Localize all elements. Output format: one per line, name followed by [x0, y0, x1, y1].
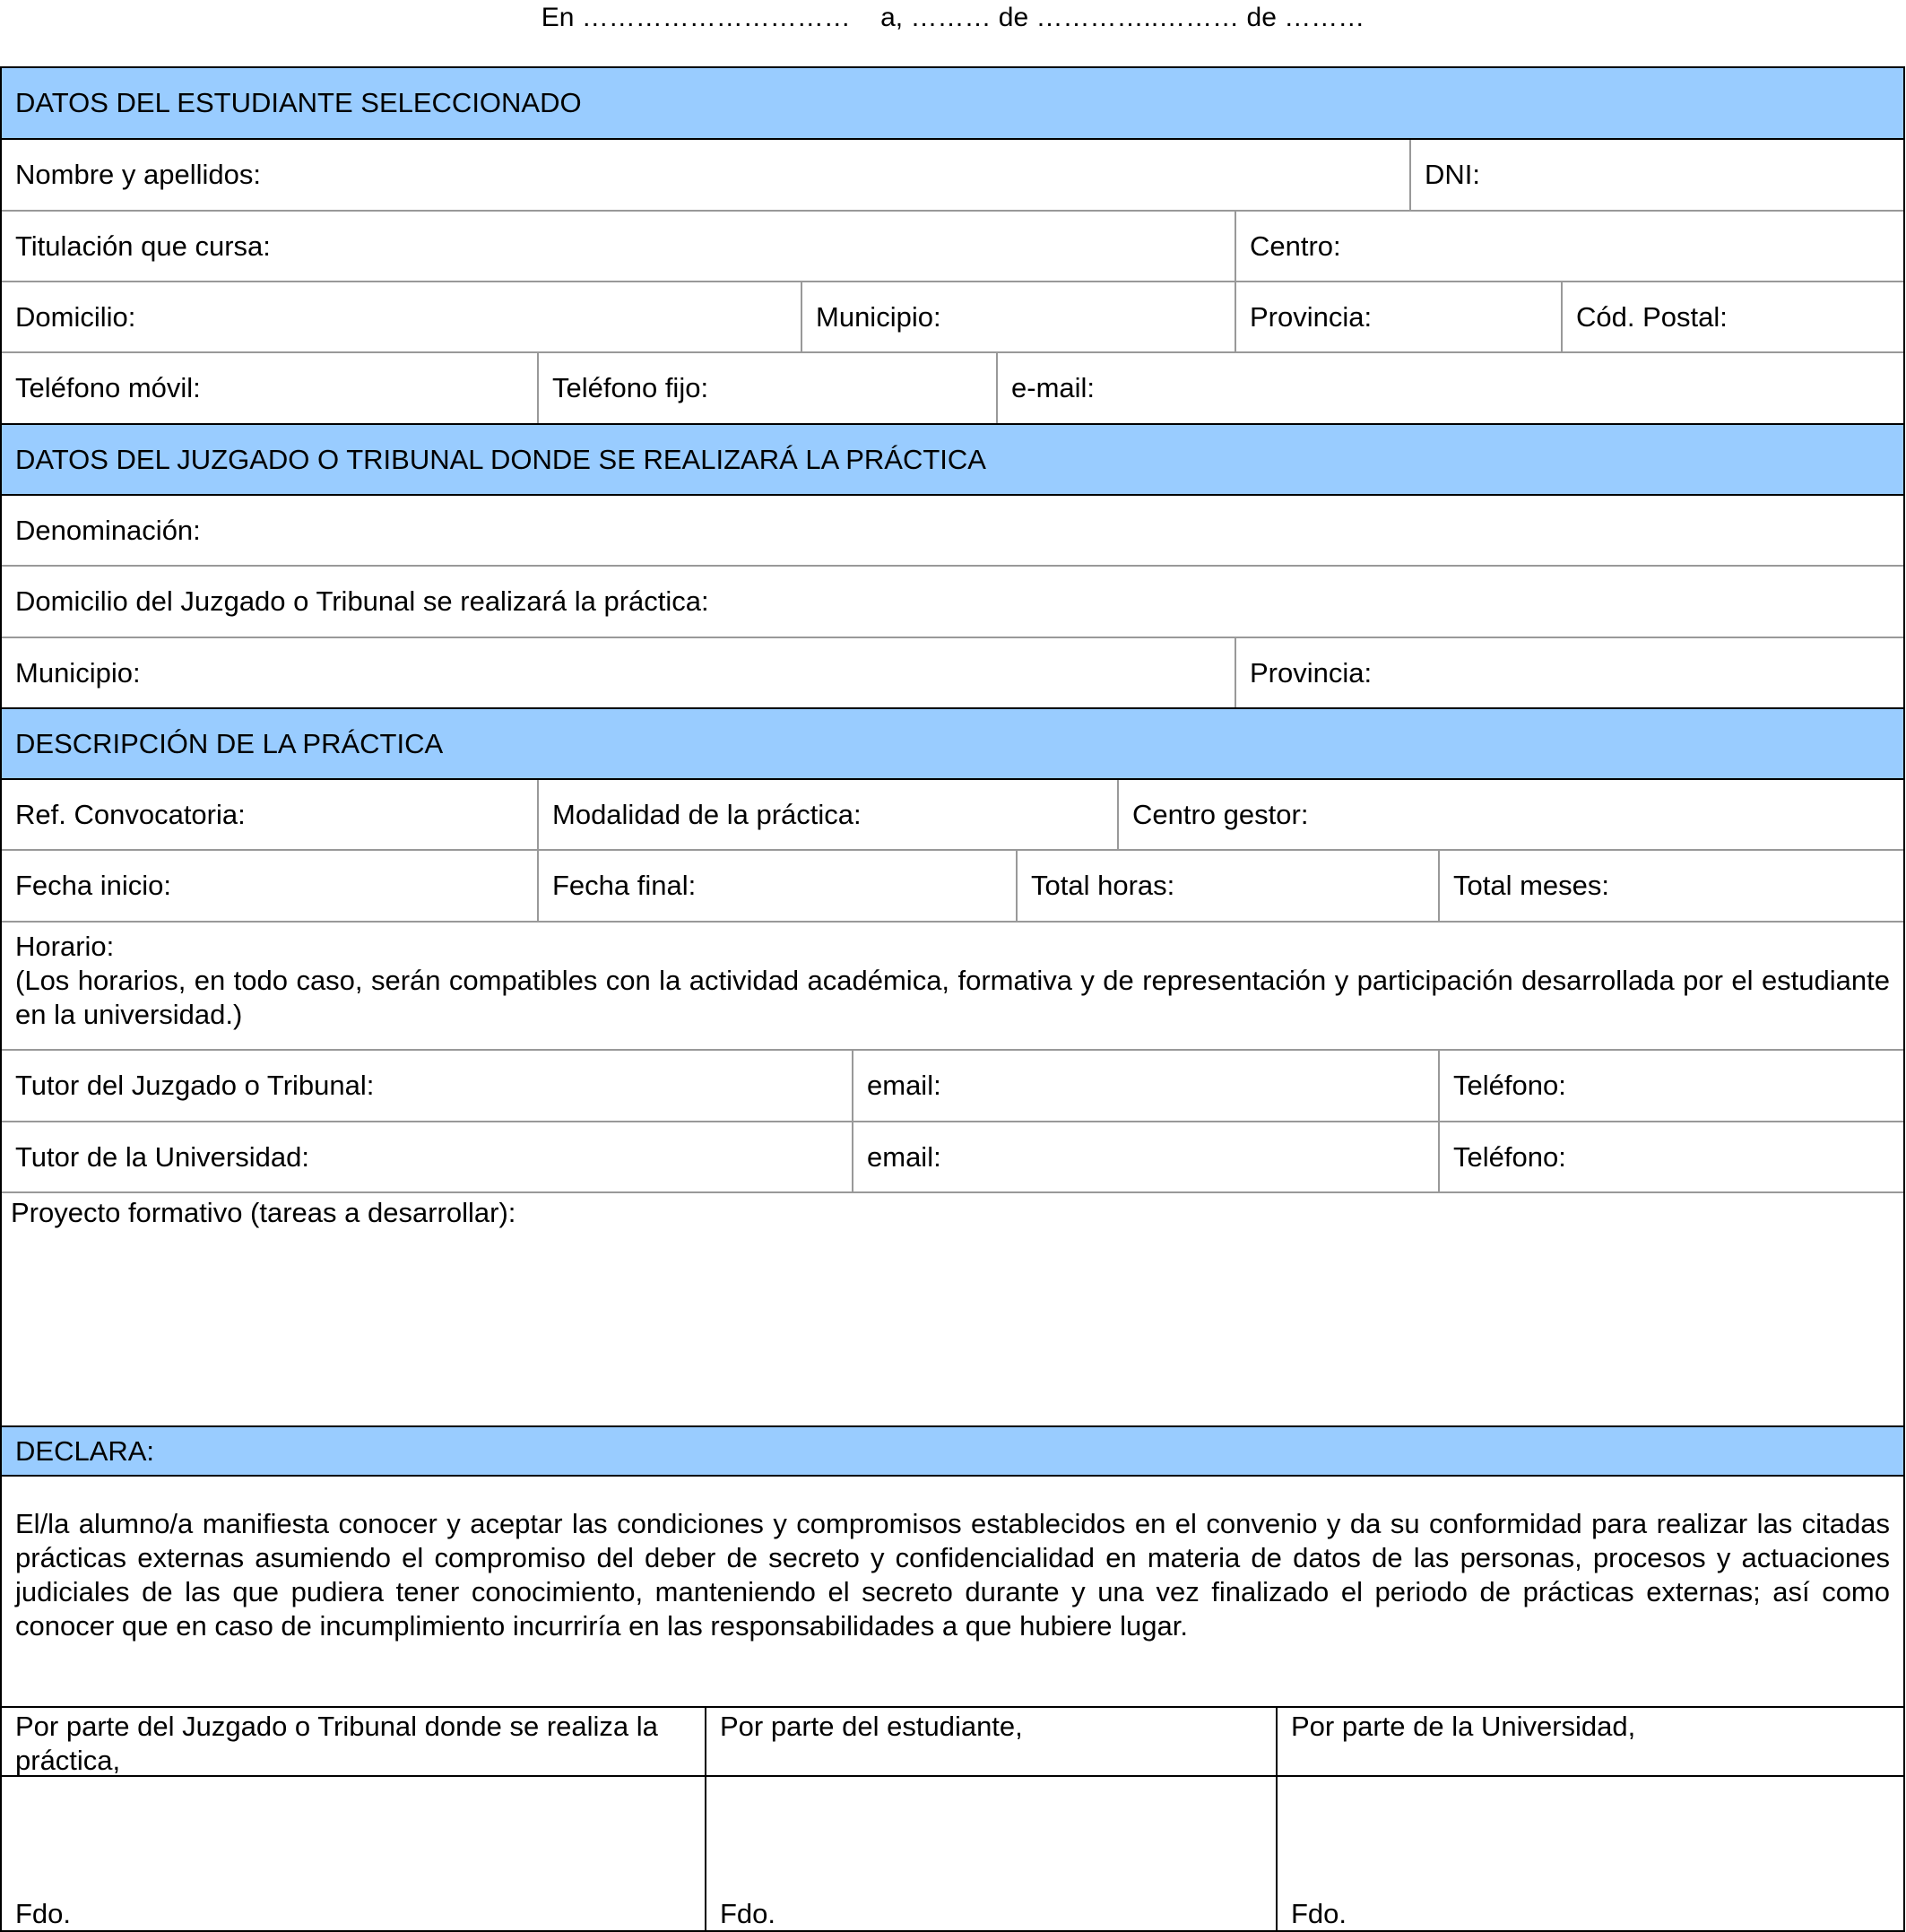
practice-start-date-field[interactable]: Fecha inicio: [2, 851, 539, 921]
schedule-note: (Los horarios, en todo caso, serán compatibles con la actividad académica, formativa y de representación y participación desarrollada por el estudiante en la universidad.) [15, 965, 1890, 1030]
student-fdo-label: Fdo. [720, 1898, 776, 1929]
court-location-row [2, 638, 1903, 709]
student-address-row [2, 282, 1903, 353]
date-line: En ………………………… a, ……… de …………..……… de ……… [541, 3, 1365, 32]
project-row[interactable] [2, 1193, 1903, 1427]
student-postal-code-field[interactable]: Cód. Postal: [1576, 301, 1728, 333]
practice-ref-field[interactable]: Ref. Convocatoria: [2, 780, 539, 849]
student-degree-field[interactable]: Titulación que cursa: [2, 212, 1236, 281]
uni-tutor-row [2, 1122, 1903, 1193]
student-contact-row [2, 353, 1903, 425]
uni-tutor-email-field[interactable]: email: [853, 1122, 1440, 1191]
student-name-field[interactable]: Nombre y apellidos: [2, 140, 1411, 210]
declaration-header: DECLARA: [2, 1427, 1903, 1477]
student-signature-label: Por parte del estudiante, [706, 1708, 1278, 1775]
uni-tutor-phone-field[interactable]: Teléfono: [1453, 1141, 1566, 1173]
student-name-row [2, 140, 1903, 212]
signature-boxes-row [2, 1777, 1903, 1932]
uni-tutor-field[interactable]: Tutor de la Universidad: [2, 1122, 853, 1191]
court-address-field[interactable]: Domicilio del Juzgado o Tribunal se realizará la práctica: [15, 585, 709, 617]
court-signature-box[interactable] [2, 1777, 706, 1932]
student-address-field[interactable]: Domicilio: [2, 282, 802, 351]
schedule-label: Horario: [15, 931, 115, 962]
student-degree-row [2, 212, 1903, 282]
practice-modality-field[interactable]: Modalidad de la práctica: [539, 780, 1119, 849]
court-municipality-field[interactable]: Municipio: [2, 638, 1236, 707]
practice-total-hours-field[interactable]: Total horas: [1018, 851, 1440, 921]
court-tutor-field[interactable]: Tutor del Juzgado o Tribunal: [2, 1051, 853, 1121]
student-signature-box[interactable] [706, 1777, 1278, 1932]
practice-section-header: DESCRIPCIÓN DE LA PRÁCTICA [2, 709, 1903, 780]
student-center-field[interactable]: Centro: [1250, 230, 1341, 262]
project-label: Proyecto formativo (tareas a desarrollar): [11, 1197, 516, 1228]
court-signature-label: Por parte del Juzgado o Tribunal donde se realiza la práctica, [2, 1708, 706, 1775]
court-denomination-field[interactable]: Denominación: [15, 515, 201, 546]
student-municipality-field[interactable]: Municipio: [802, 282, 1236, 351]
declaration-text: El/la alumno/a manifiesta conocer y aceptar las condiciones y compromisos establecidos en el convenio y da su conformidad para realizar las citadas prácticas externas asumiendo el compromiso del deber de secreto y confidencialidad en materia de datos de las personas, procesos y actuaciones judiciales de las que pudiera tener conocimiento, manteniendo el secreto durante y una vez finalizado el periodo de prácticas externas; así como conocer que en caso de incumplimiento incurriría en las responsabilidades a que hubiere lugar. [15, 1508, 1890, 1642]
practice-ref-row [2, 780, 1903, 851]
court-fdo-label: Fdo. [15, 1898, 72, 1929]
court-tutor-email-field[interactable]: email: [853, 1051, 1440, 1121]
court-denomination-row [2, 496, 1903, 567]
practice-end-date-field[interactable]: Fecha final: [539, 851, 1018, 921]
practice-managing-center-field[interactable]: Centro gestor: [1132, 799, 1309, 830]
court-section-header: DATOS DEL JUZGADO O TRIBUNAL DONDE SE REALIZARÁ LA PRÁCTICA [2, 425, 1903, 496]
declaration-row [2, 1477, 1903, 1708]
court-tutor-phone-field[interactable]: Teléfono: [1453, 1070, 1566, 1101]
student-email-field[interactable]: e-mail: [1011, 372, 1096, 403]
student-section-header: DATOS DEL ESTUDIANTE SELECCIONADO [2, 68, 1903, 140]
university-signature-label: Por parte de la Universidad, [1291, 1711, 1636, 1742]
practice-dates-row [2, 851, 1903, 923]
internship-form [0, 66, 1905, 1932]
student-dni-field[interactable]: DNI: [1425, 159, 1480, 190]
practice-total-months-field[interactable]: Total meses: [1453, 870, 1610, 901]
court-address-row [2, 567, 1903, 638]
court-tutor-row [2, 1051, 1903, 1122]
university-signature-box[interactable] [1278, 1777, 1905, 1932]
practice-schedule-row[interactable] [2, 923, 1903, 1051]
court-province-field[interactable]: Provincia: [1250, 657, 1373, 689]
student-landline-field[interactable]: Teléfono fijo: [539, 353, 998, 423]
university-fdo-label: Fdo. [1291, 1898, 1347, 1929]
signature-labels-row [2, 1708, 1903, 1777]
student-mobile-field[interactable]: Teléfono móvil: [2, 353, 539, 423]
student-province-field[interactable]: Provincia: [1236, 282, 1563, 351]
